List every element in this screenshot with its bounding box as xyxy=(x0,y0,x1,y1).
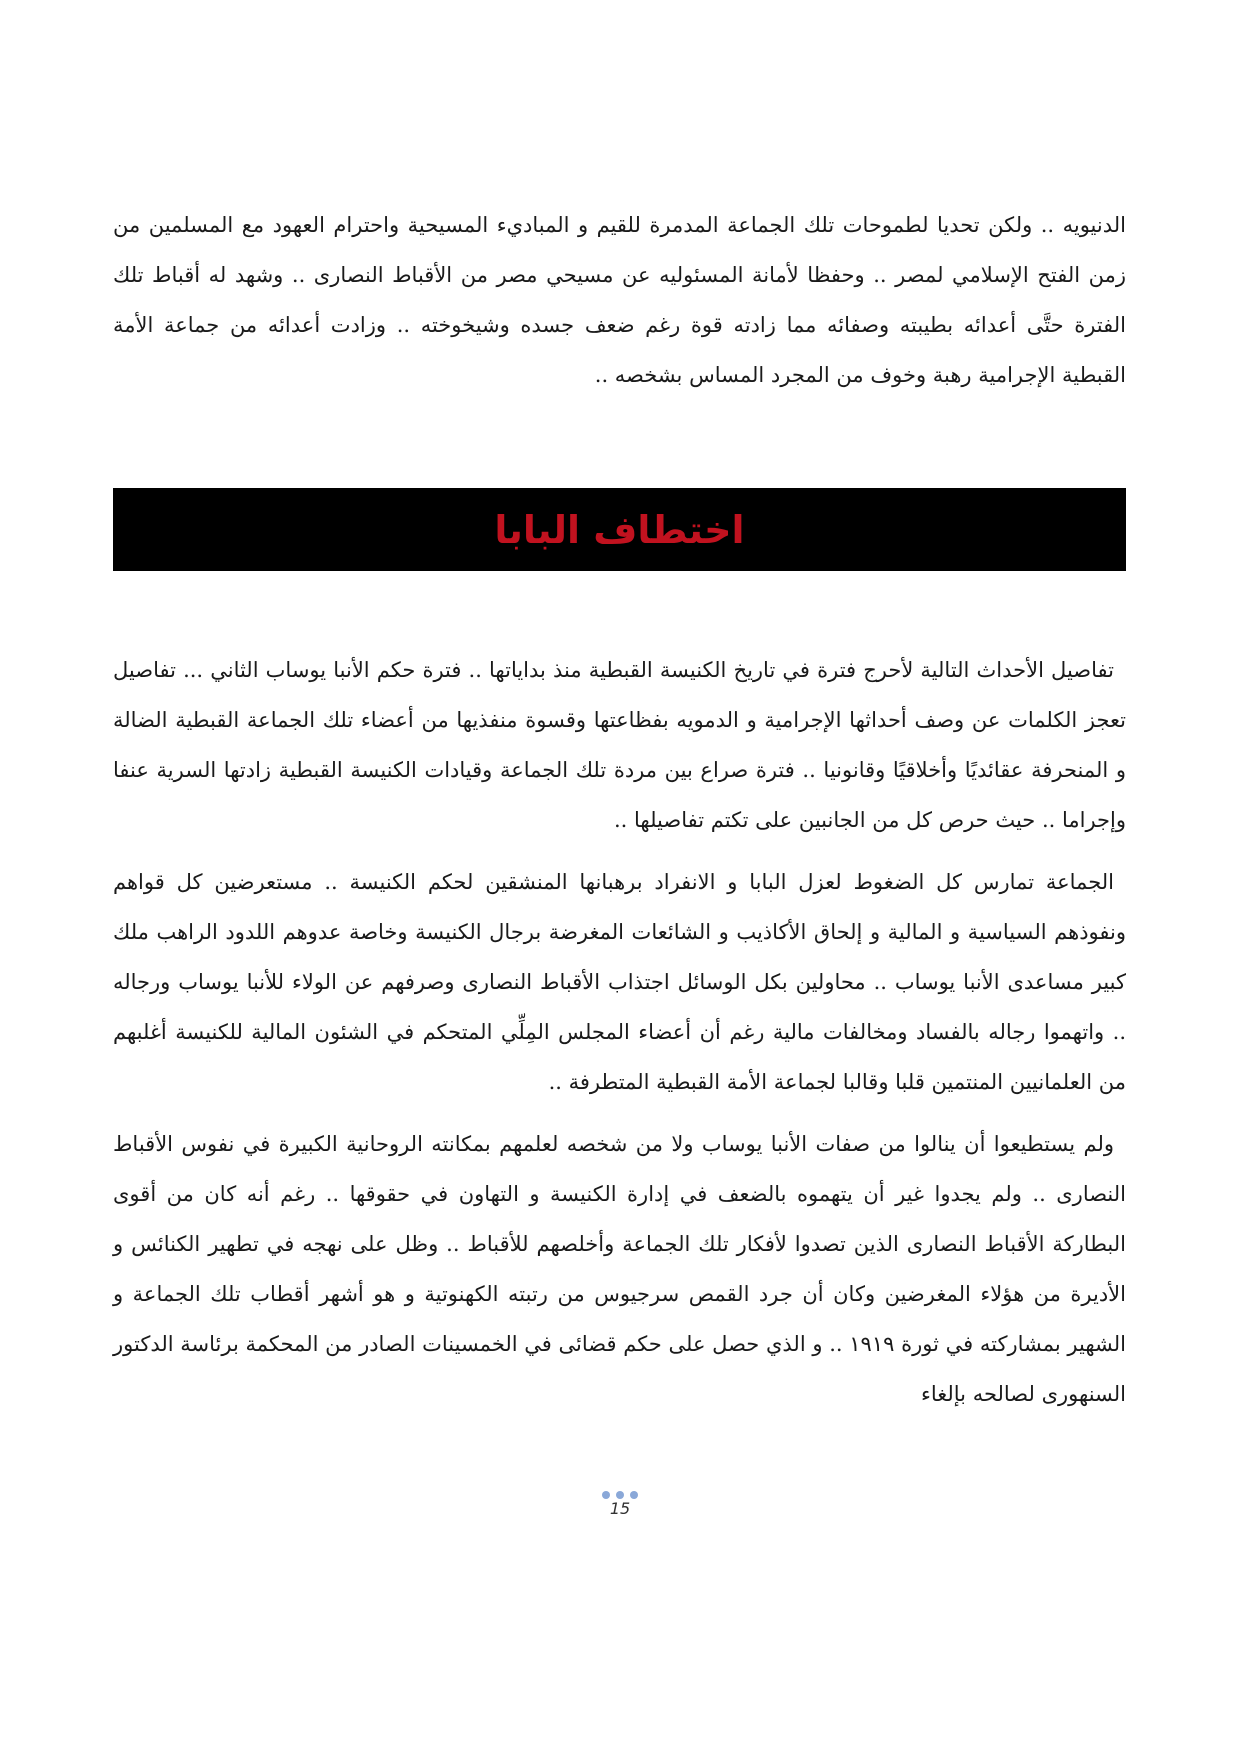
section-title: اختطاف البابا xyxy=(494,507,745,552)
intro-paragraph: الدنيويه .. ولكن تحديا لطموحات تلك الجماعة المدمرة للقيم و المباديء المسيحية واحترام العهود مع المسلمين من زمن الفتح الإسلامي لمصر .. وحفظا لأمانة المسئوليه عن مسيحي مصر من الأقباط النصارى .. وشهد له أقباط تلك الفترة حتَّى أعدائه بطيبته وصفائه مما زادته قوة رغم ضعف جسده وشيخوخته .. وزادت أعدائه من جماعة الأمة القبطية الإجرامية رهبة وخوف من المجرد المساس بشخصه .. xyxy=(113,213,1127,387)
page-number: 15 xyxy=(609,1499,631,1518)
body-paragraph-2: الجماعة تمارس كل الضغوط لعزل البابا و الانفراد برهبانها المنشقين لحكم الكنيسة .. مستعرضين كل قواهم ونفوذهم السياسية و المالية و إلحاق الأكاذيب و الشائعات المغرضة برجال الكنيسة وخاصة عدوهم اللدود الراهب ملك كبير مساعدى الأنبا يوساب .. محاولين بكل الوسائل اجتذاب الأقباط النصارى وصرفهم عن الولاء للأنبا يوساب ورجاله .. واتهموا رجاله بالفساد ومخالفات مالية رغم أن أعضاء المجلس المِلِّي المتحكم في الشئون المالية للكنيسة أغلبهم من العلمانيين المنتمين قلبا وقالبا لجماعة الأمة القبطية المتطرفة .. xyxy=(113,870,1126,1094)
body-text-block xyxy=(113,645,1126,1419)
dot-icon xyxy=(616,1491,624,1499)
section-title-banner xyxy=(113,488,1126,571)
dot-icon xyxy=(630,1491,638,1499)
body-paragraph-1: تفاصيل الأحداث التالية لأحرج فترة في تاريخ الكنيسة القبطية منذ بداياتها .. فترة حكم الأنبا يوساب الثاني ... تفاصيل تعجز الكلمات عن وصف أحداثها الإجرامية و الدمويه بفظاعتها وقسوة منفذيها من أعضاء تلك الجماعة القبطية الضالة و المنحرفة عقائديًا وأخلاقيًا وقانونيا .. فترة صراع بين مردة تلك الجماعة وقيادات الكنيسة القبطية زادتها السرية عنفا وإجراما .. حيث حرص كل من الجانبين على تكتم تفاصيلها .. xyxy=(113,658,1126,832)
page-footer xyxy=(570,1490,670,1518)
dot-icon xyxy=(602,1491,610,1499)
intro-text-block xyxy=(113,200,1126,400)
body-paragraph-3: ولم يستطيعوا أن ينالوا من صفات الأنبا يوساب ولا من شخصه لعلمهم بمكانته الروحانية الكبيرة في نفوس الأقباط النصارى .. ولم يجدوا غير أن يتهموه بالضعف في إدارة الكنيسة و التهاون في حقوقها .. رغم أنه كان من أقوى البطاركة الأقباط النصارى الذين تصدوا لأفكار تلك الجماعة وأخلصهم للأقباط .. وظل على نهجه في تطهير الكنائس و الأديرة من هؤلاء المغرضين وكان أن جرد القمص سرجيوس من رتبته الكهنوتية و هو أشهر أقطاب تلك الجماعة و الشهير بمشاركته في ثورة ١٩١٩ .. و الذي حصل على حكم قضائى في الخمسينات الصادر من المحكمة برئاسة الدكتور السنهورى لصالحه بإلغاء xyxy=(113,1132,1126,1406)
